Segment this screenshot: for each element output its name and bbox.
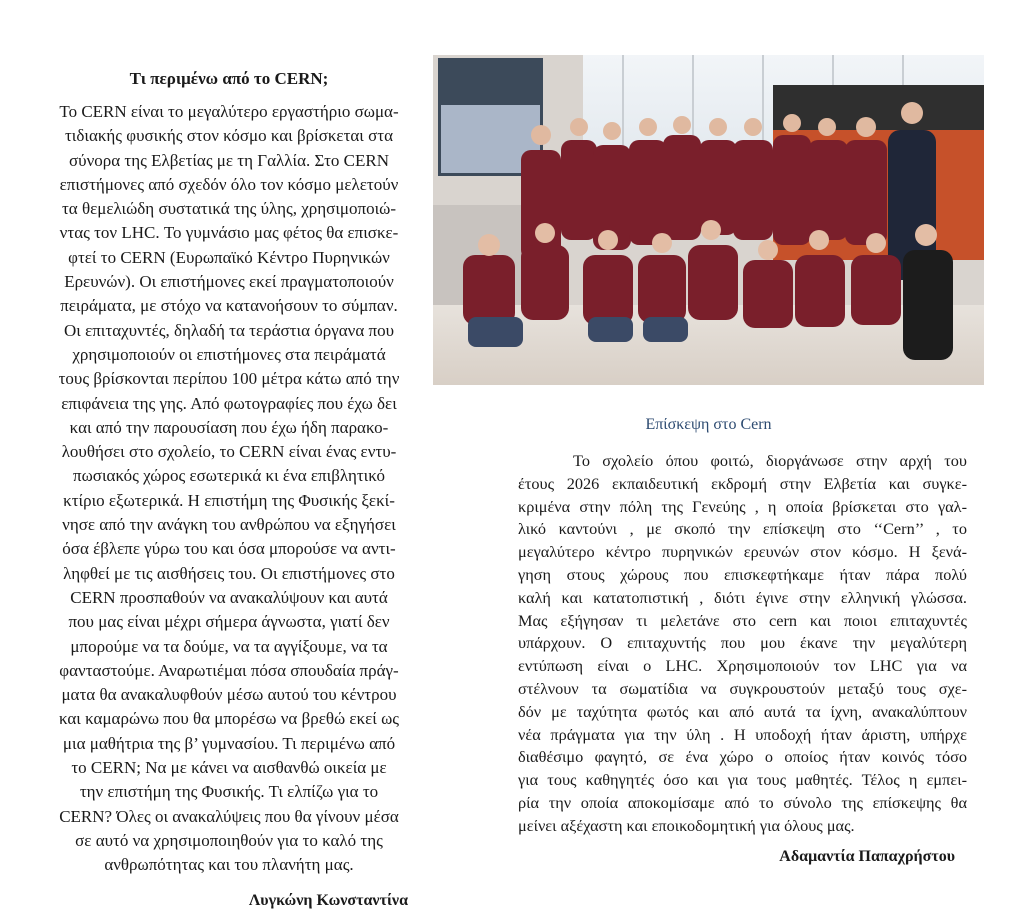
text-line: μια μαθήτρια της β’ γυμνασίου. Τι περιμένω από — [62, 733, 396, 753]
text-line: τιδιακής φυσικής στον κόσμο και βρίσκεται στα — [64, 126, 394, 146]
text-line: μεγαλύτερο κέντρο πυρηνικών ερευνών στον κόσμο. Η ξενά- — [518, 542, 967, 562]
text-line: λουθήσει στο σχολείο, το CERN είναι ένας εντυ- — [61, 442, 397, 462]
text-line: επιστήμονες από σχεδόν όλο τον κόσμο μελετούν — [59, 174, 399, 194]
left-article-title: Τι περιμένω από το CERN; — [129, 69, 329, 88]
text-line: φτεί το CERN (Ευρωπαϊκό Κέντρο Πυρηνικών — [68, 247, 390, 267]
text-line: επιφάνεια της γης. Από φωτογραφίες που έχω δει — [61, 393, 397, 413]
text-line: όσα έβλεπε γύρω του και όσα μπορούσε να αντι- — [62, 539, 396, 559]
left-article — [42, 68, 416, 910]
text-line: CERN? Όλες οι ανακαλύψεις που θα γίνουν μέσα — [59, 806, 399, 826]
text-line: κτίριο εξωτερικά. Η επιστήμη της Φυσικής ξεκί- — [63, 490, 395, 510]
group-photo — [433, 55, 984, 385]
text-line: ντας τον LHC. Το γυμνάσιο μας φέτος θα επισκε- — [59, 223, 399, 243]
text-line: καλή και κατατοπιστική , διότι έγινε στην ελληνική γλώσσα. — [518, 587, 967, 607]
right-article-author: Αδαμαντία Παπαχρήστου — [779, 848, 955, 865]
text-line: μείνει αξέχαστη και εποικοδομητική για όλους μας. — [518, 815, 855, 835]
text-line: ματα θα ανακαλυφθούν μέσω αυτού του κέντρου — [61, 685, 397, 705]
text-line: σύνορα της Ελβετίας με τη Γαλλία. Στο CERN — [68, 150, 389, 170]
text-line: υπάρχουν. Ο επιταχυντής που μου έκανε την μεγαλύτερη — [518, 633, 967, 653]
text-line: που μας είναι μέχρι σήμερα άγνωστα, γιατί δεν — [68, 612, 390, 632]
text-line: Το σχολείο όπου φοιτώ, διοργάνωσε στην αρχή του — [573, 451, 967, 470]
text-line: φανταστούμε. Αναρωτιέμαι πόσα σπουδαία πράγ- — [59, 660, 399, 680]
text-line: στέλνουν τα σωματίδια να συγκρουστούν μεταξύ τους σχε- — [518, 678, 967, 698]
text-line: έτους 2026 εκπαιδευτική εκδρομή στην Ελβετία και συγκε- — [518, 473, 967, 493]
text-line: δόν με ταχύτητα φωτός και από αυτά τα ίχνη, ανακαλύπτουν — [518, 701, 967, 721]
text-line: πειράματα, με στόχο να κατανοήσουν το σύμπαν. — [60, 296, 398, 316]
text-line: Ερευνών). Οι επιστήμονες εκεί πραγματοποιούν — [64, 272, 394, 292]
text-line: για τους καθηγητές όσο και για τους μαθητές. Τέλος η εμπει- — [518, 770, 967, 790]
text-line: τα θεμελιώδη συστατικά της ύλης, χρησιμοποιώ- — [61, 199, 397, 219]
text-line: τους βρίσκονται περίπου 100 μέτρα κάτω από την — [58, 369, 400, 389]
text-line: σε αυτό να χρησιμοποιηθούν για το καλό της — [75, 830, 383, 850]
text-line: πωσιακός χώρος εσωτερικά κι ένα επιβλητικό — [73, 466, 385, 486]
text-line: και από την παρουσίαση που έχω ήδη παρακο- — [69, 417, 389, 437]
text-line: το CERN; Να με κάνει να αισθανθώ οικεία με — [71, 758, 387, 778]
left-article-author: Λυγκώνη Κωνσταντίνα — [248, 891, 408, 909]
text-line: Οι επιταχυντές, δηλαδή τα τεράστια όργανα που — [63, 320, 394, 340]
text-line: την επιστήμη της Φυσικής. Τι ελπίζω για το — [79, 782, 379, 802]
text-line: νέα πράγματα για την ύλη . Η υποδοχή ήταν άριστη, υπήρχε — [518, 724, 967, 744]
text-line: ρία την οποία αποκομίσαμε από το σύνολο της επίσκεψης θα — [518, 792, 967, 812]
text-line: διαθέσιμο φαγητό, σε ένα χώρο ο οποίος ήταν κοινός τόσο — [518, 747, 967, 767]
text-line: και καμαρώνω που θα μπορέσω να βρεθώ εκεί ως — [58, 709, 400, 729]
right-article-body — [518, 450, 967, 838]
text-line: κριμένα στην πόλη της Γενεύης , η οποία βρίσκεται στο γαλ- — [518, 496, 967, 516]
text-line: CERN προσπαθούν να ανακαλύψουν και αυτά — [70, 587, 388, 607]
right-article-title: Επίσκεψη στο Cern — [645, 416, 772, 433]
text-line: εντύπωση είναι ο LHC. Χρησιμοποιούν τον LHC για να — [518, 656, 967, 676]
left-article-body — [42, 100, 416, 878]
text-line: νησε από την ανάγκη του ανθρώπου να εξηγήσει — [62, 515, 396, 535]
text-line: ανθρωπότητας και του πλανήτη μας. — [104, 855, 354, 875]
text-line: Μας εξήγησαν τι μελετάνε στο cern και ποιοι επιταχυντές — [518, 610, 967, 630]
text-line: ληφθεί με τις αισθήσεις του. Οι επιστήμονες στο — [63, 563, 395, 583]
text-line: χρησιμοποιούν οι επιστήμονες στα πειράματά — [72, 344, 386, 364]
group-photo-illustration — [433, 55, 984, 385]
text-line: λικό καντούνι , με σκοπό την επίσκεψη στο ‘‘Cern’’ , το — [518, 519, 967, 539]
text-line: γηση στους χώρους που επισκεφτήκαμε ήταν πάρα πολύ — [518, 564, 967, 584]
text-line: Το CERN είναι το μεγαλύτερο εργαστήριο σωμα- — [59, 102, 399, 121]
text-line: μπορούμε να τα δούμε, να τα αγγίξουμε, να τα — [70, 636, 388, 656]
